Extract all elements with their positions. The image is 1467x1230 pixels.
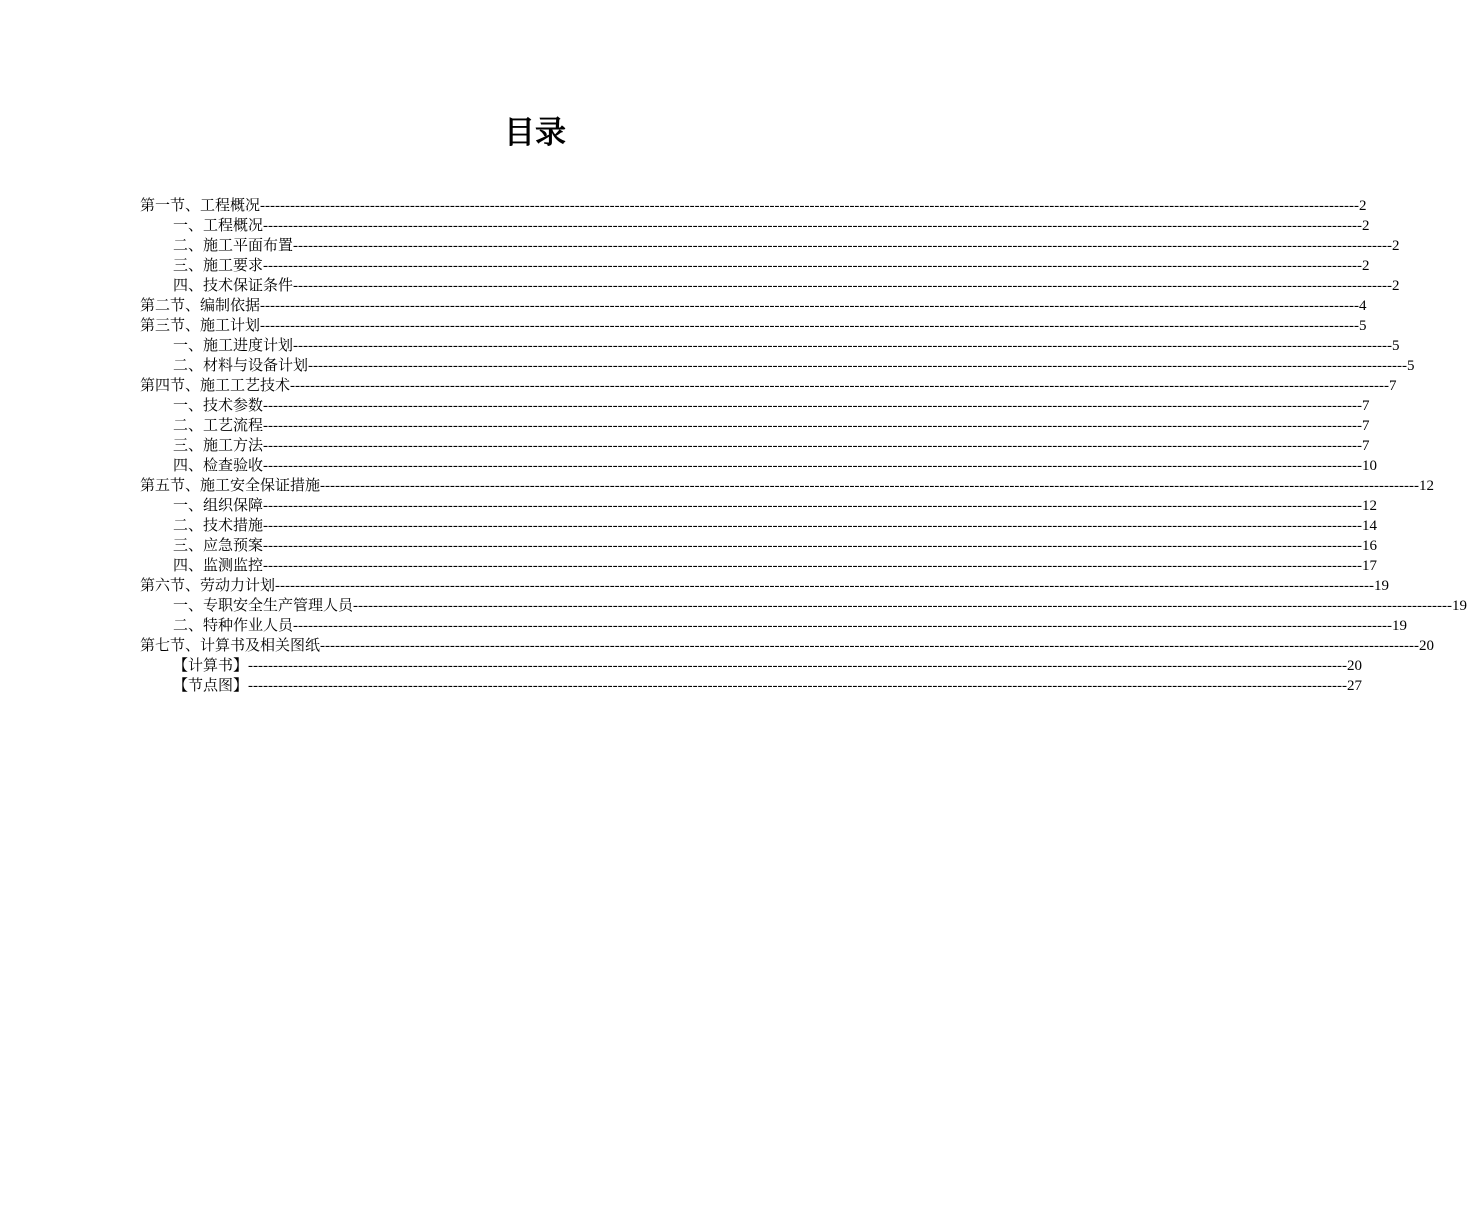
toc-entry-page-number: 27 bbox=[1346, 678, 1362, 694]
toc-dot-leader: ---------------------------------------------------------------------------------------------------------------------------------------------------------------------------------------------------------------------------- bbox=[293, 238, 1392, 254]
toc-entry-label: 二、工艺流程 bbox=[173, 416, 264, 434]
toc-entry-page-number: 7 bbox=[1361, 398, 1370, 414]
toc-entry-label: 三、应急预案 bbox=[173, 536, 264, 554]
toc-entry-label: 四、检查验收 bbox=[173, 456, 264, 474]
toc-dot-leader: ---------------------------------------------------------------------------------------------------------------------------------------------------------------------------------------------------------------------------- bbox=[263, 498, 1362, 514]
toc-entry-page-number: 5 bbox=[1406, 358, 1415, 374]
toc-entry-page-number: 2 bbox=[1391, 278, 1400, 294]
toc-entry-label: 一、专职安全生产管理人员 bbox=[173, 596, 354, 614]
toc-entry[interactable] bbox=[140, 195, 1367, 215]
table-of-contents bbox=[140, 195, 1467, 695]
toc-entry[interactable] bbox=[140, 475, 1434, 495]
toc-dot-leader: ---------------------------------------------------------------------------------------------------------------------------------------------------------------------------------------------------------------------------- bbox=[320, 478, 1419, 494]
toc-entry-page-number: 19 bbox=[1391, 618, 1407, 634]
toc-entry-label: 第四节、施工工艺技术 bbox=[140, 376, 291, 394]
toc-dot-leader: ---------------------------------------------------------------------------------------------------------------------------------------------------------------------------------------------------------------------------- bbox=[263, 398, 1362, 414]
toc-entry[interactable] bbox=[140, 355, 1415, 375]
toc-dot-leader: ---------------------------------------------------------------------------------------------------------------------------------------------------------------------------------------------------------------------------- bbox=[320, 638, 1419, 654]
toc-entry[interactable] bbox=[140, 395, 1370, 415]
toc-entry-label: 三、施工要求 bbox=[173, 256, 264, 274]
toc-dot-leader: ---------------------------------------------------------------------------------------------------------------------------------------------------------------------------------------------------------------------------- bbox=[263, 538, 1362, 554]
toc-entry-page-number: 7 bbox=[1361, 418, 1370, 434]
toc-dot-leader: ---------------------------------------------------------------------------------------------------------------------------------------------------------------------------------------------------------------------------- bbox=[260, 318, 1359, 334]
toc-entry[interactable] bbox=[140, 275, 1400, 295]
toc-entry-label: 二、施工平面布置 bbox=[173, 236, 294, 254]
toc-dot-leader: ---------------------------------------------------------------------------------------------------------------------------------------------------------------------------------------------------------------------------- bbox=[260, 198, 1359, 214]
toc-entry-page-number: 10 bbox=[1361, 458, 1377, 474]
toc-entry[interactable] bbox=[140, 295, 1367, 315]
toc-entry[interactable] bbox=[140, 635, 1434, 655]
toc-entry[interactable] bbox=[140, 515, 1377, 535]
toc-entry-label: 【计算书】 bbox=[173, 656, 249, 674]
toc-entry-page-number: 2 bbox=[1358, 198, 1367, 214]
toc-entry-label: 四、技术保证条件 bbox=[173, 276, 294, 294]
toc-entry[interactable] bbox=[140, 495, 1377, 515]
toc-entry[interactable] bbox=[140, 615, 1407, 635]
toc-dot-leader: ---------------------------------------------------------------------------------------------------------------------------------------------------------------------------------------------------------------------------- bbox=[263, 458, 1362, 474]
toc-entry-label: 第一节、工程概况 bbox=[140, 196, 261, 214]
toc-entry-page-number: 5 bbox=[1391, 338, 1400, 354]
toc-dot-leader: ---------------------------------------------------------------------------------------------------------------------------------------------------------------------------------------------------------------------------- bbox=[263, 558, 1362, 574]
toc-entry-label: 一、技术参数 bbox=[173, 396, 264, 414]
toc-dot-leader: ---------------------------------------------------------------------------------------------------------------------------------------------------------------------------------------------------------------------------- bbox=[290, 378, 1389, 394]
toc-entry-label: 二、特种作业人员 bbox=[173, 616, 294, 634]
toc-dot-leader: ---------------------------------------------------------------------------------------------------------------------------------------------------------------------------------------------------------------------------- bbox=[263, 518, 1362, 534]
toc-entry-label: 【节点图】 bbox=[173, 676, 249, 694]
toc-dot-leader: ---------------------------------------------------------------------------------------------------------------------------------------------------------------------------------------------------------------------------- bbox=[260, 298, 1359, 314]
toc-entry-page-number: 20 bbox=[1346, 658, 1362, 674]
toc-entry-label: 第二节、编制依据 bbox=[140, 296, 261, 314]
toc-entry-page-number: 14 bbox=[1361, 518, 1377, 534]
toc-entry[interactable] bbox=[140, 415, 1370, 435]
toc-entry[interactable] bbox=[140, 575, 1389, 595]
toc-entry[interactable] bbox=[140, 375, 1397, 395]
toc-entry[interactable] bbox=[140, 555, 1377, 575]
toc-dot-leader: ---------------------------------------------------------------------------------------------------------------------------------------------------------------------------------------------------------------------------- bbox=[308, 358, 1407, 374]
toc-entry-page-number: 2 bbox=[1361, 258, 1370, 274]
toc-entry-page-number: 7 bbox=[1361, 438, 1370, 454]
page-title: 目录 bbox=[504, 115, 566, 151]
toc-entry-page-number: 12 bbox=[1361, 498, 1377, 514]
toc-entry-label: 一、工程概况 bbox=[173, 216, 264, 234]
toc-dot-leader: ---------------------------------------------------------------------------------------------------------------------------------------------------------------------------------------------------------------------------- bbox=[263, 258, 1362, 274]
toc-entry-page-number: 4 bbox=[1358, 298, 1367, 314]
toc-dot-leader: ---------------------------------------------------------------------------------------------------------------------------------------------------------------------------------------------------------------------------- bbox=[293, 278, 1392, 294]
toc-entry[interactable] bbox=[140, 435, 1370, 455]
toc-entry-page-number: 19 bbox=[1373, 578, 1389, 594]
toc-entry-label: 第三节、施工计划 bbox=[140, 316, 261, 334]
toc-entry-label: 二、材料与设备计划 bbox=[173, 356, 309, 374]
toc-dot-leader: ---------------------------------------------------------------------------------------------------------------------------------------------------------------------------------------------------------------------------- bbox=[263, 218, 1362, 234]
toc-entry-page-number: 2 bbox=[1361, 218, 1370, 234]
toc-entry[interactable] bbox=[140, 215, 1370, 235]
toc-dot-leader: ---------------------------------------------------------------------------------------------------------------------------------------------------------------------------------------------------------------------------- bbox=[353, 598, 1452, 614]
toc-entry-page-number: 20 bbox=[1418, 638, 1434, 654]
toc-entry-label: 一、施工进度计划 bbox=[173, 336, 294, 354]
toc-dot-leader: ---------------------------------------------------------------------------------------------------------------------------------------------------------------------------------------------------------------------------- bbox=[263, 438, 1362, 454]
toc-entry-page-number: 19 bbox=[1451, 598, 1467, 614]
toc-entry[interactable] bbox=[140, 535, 1377, 555]
toc-entry-label: 三、施工方法 bbox=[173, 436, 264, 454]
toc-entry[interactable] bbox=[140, 675, 1362, 695]
toc-dot-leader: ---------------------------------------------------------------------------------------------------------------------------------------------------------------------------------------------------------------------------- bbox=[248, 658, 1347, 674]
toc-entry-label: 第七节、计算书及相关图纸 bbox=[140, 636, 321, 654]
toc-entry[interactable] bbox=[140, 235, 1400, 255]
toc-entry-page-number: 7 bbox=[1388, 378, 1397, 394]
toc-entry[interactable] bbox=[140, 255, 1370, 275]
toc-entry[interactable] bbox=[140, 335, 1400, 355]
toc-entry-label: 一、组织保障 bbox=[173, 496, 264, 514]
toc-entry-label: 四、监测监控 bbox=[173, 556, 264, 574]
toc-entry-page-number: 17 bbox=[1361, 558, 1377, 574]
toc-dot-leader: ---------------------------------------------------------------------------------------------------------------------------------------------------------------------------------------------------------------------------- bbox=[293, 618, 1392, 634]
toc-entry-page-number: 12 bbox=[1418, 478, 1434, 494]
toc-entry-page-number: 5 bbox=[1358, 318, 1367, 334]
toc-entry[interactable] bbox=[140, 655, 1362, 675]
toc-dot-leader: ---------------------------------------------------------------------------------------------------------------------------------------------------------------------------------------------------------------------------- bbox=[275, 578, 1374, 594]
toc-entry[interactable] bbox=[140, 455, 1377, 475]
toc-dot-leader: ---------------------------------------------------------------------------------------------------------------------------------------------------------------------------------------------------------------------------- bbox=[293, 338, 1392, 354]
toc-entry[interactable] bbox=[140, 595, 1467, 615]
toc-entry-page-number: 16 bbox=[1361, 538, 1377, 554]
toc-entry[interactable] bbox=[140, 315, 1367, 335]
toc-dot-leader: ---------------------------------------------------------------------------------------------------------------------------------------------------------------------------------------------------------------------------- bbox=[263, 418, 1362, 434]
toc-entry-label: 二、技术措施 bbox=[173, 516, 264, 534]
toc-dot-leader: ---------------------------------------------------------------------------------------------------------------------------------------------------------------------------------------------------------------------------- bbox=[248, 678, 1347, 694]
toc-entry-label: 第五节、施工安全保证措施 bbox=[140, 476, 321, 494]
toc-entry-label: 第六节、劳动力计划 bbox=[140, 576, 276, 594]
toc-entry-page-number: 2 bbox=[1391, 238, 1400, 254]
